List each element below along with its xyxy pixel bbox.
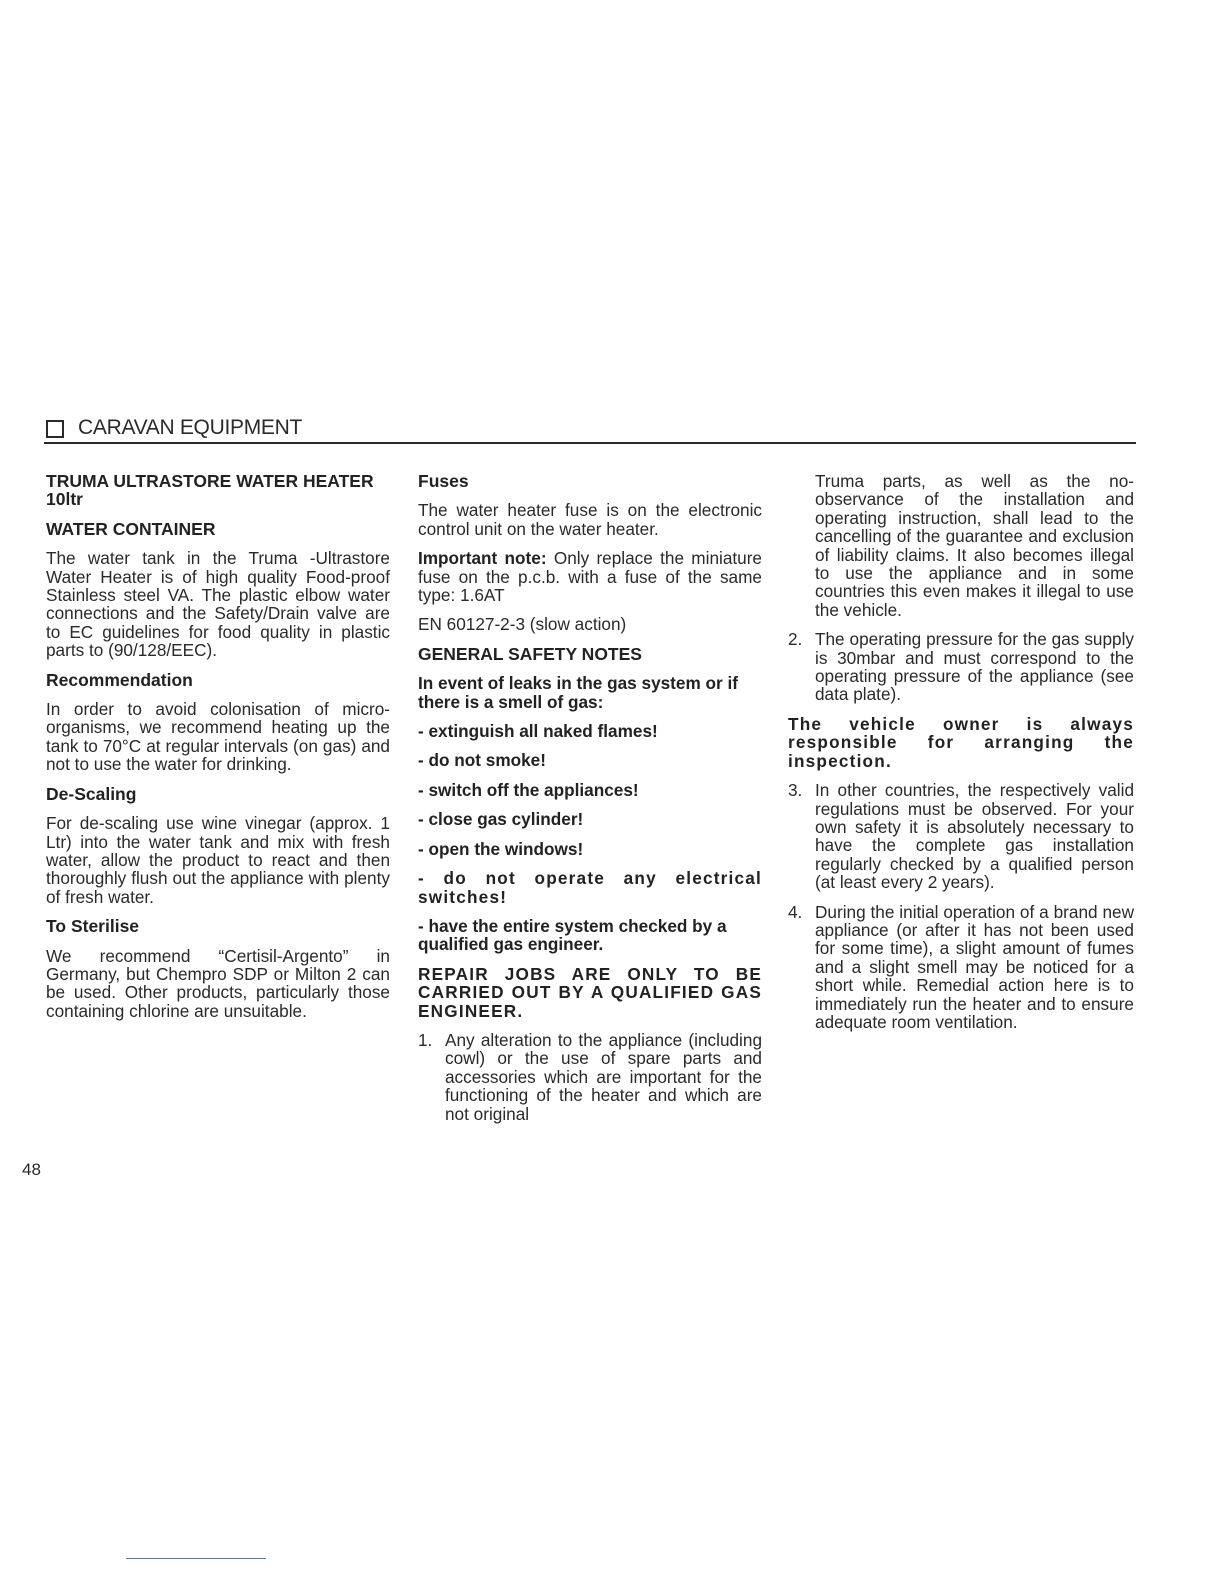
safety-item-windows: - open the windows! (418, 838, 584, 859)
heading-water-heater: TRUMA ULTRASTORE WATER HEATER 10ltr (46, 471, 374, 510)
safety-item-engineer: - have the entire system checked by a qualified gas engineer. (418, 915, 727, 955)
paragraph-important-note (418, 549, 762, 604)
safety-item-flames: - extinguish all naked flames! (418, 721, 658, 742)
numbered-item-3 (788, 781, 1134, 891)
important-note-text: Only replace the miniature fuse on the p.c.b. with a fuse of the same type: 1.6AT (418, 548, 762, 606)
paragraph-vehicle-owner: The vehicle owner is always responsible for arranging the inspection. (788, 713, 1134, 771)
heading-water-container: WATER CONTAINER (46, 518, 216, 539)
item-text: In other countries, the respectively valid regulations must be observed. For your own safety it is absolutely necessary to have the complete gas installation regularly checked by a qualified person (at least every 2 years). (815, 780, 1134, 893)
paragraph-repair-jobs: REPAIR JOBS ARE ONLY TO BE CARRIED OUT BY A QUALIFIED GAS ENGINEER. (418, 963, 762, 1021)
paragraph-de-scaling: For de-scaling use wine vinegar (approx. 1 Ltr) into the water tank and mix with fresh water, allow the product to react and then thoroughly flush out the appliance with plenty of fresh water. (46, 813, 390, 907)
paragraph-gas-leaks: In event of leaks in the gas system or if there is a smell of gas: (418, 673, 738, 712)
checkbox-square-icon (46, 420, 64, 438)
numbered-item-2 (788, 630, 1134, 704)
paragraph-recommendation: In order to avoid colonisation of micro-organisms, we recommend heating up the tank to 70°C at regular intervals (on gas) and not to use the water for drinking. (46, 699, 390, 775)
column-middle (418, 472, 762, 1134)
paragraph-water-container: The water tank in the Truma -Ultrastore Water Heater is of high quality Food-proof Stainless steel VA. The plastic elbow water connections and the Safety/Drain valve are to EC guidelines for food quality in plastic parts to (90/128/EEC). (46, 548, 390, 661)
item-number: 2. (788, 629, 803, 650)
item-number: 3. (788, 780, 803, 801)
safety-item-appliances: - switch off the appliances! (418, 779, 639, 800)
column-right (788, 472, 1134, 1042)
section-title: CARAVAN EQUIPMENT (78, 416, 302, 439)
heading-de-scaling: De-Scaling (46, 783, 137, 804)
heading-recommendation: Recommendation (46, 669, 193, 690)
item-number: 4. (788, 901, 803, 922)
safety-item-smoke: - do not smoke! (418, 750, 546, 771)
safety-item-cylinder: - close gas cylinder! (418, 809, 584, 830)
heading-fuses: Fuses (418, 471, 469, 491)
item-text: Any alteration to the appliance (including cowl) or the use of spare parts and accessories which are important for the functioning of the heater and which are not original (445, 1029, 762, 1124)
continued-item-1 (788, 472, 1134, 630)
numbered-item-1 (418, 1031, 762, 1123)
footer-rule (126, 1558, 266, 1559)
column-left (46, 472, 390, 1031)
item-text: The operating pressure for the gas supply is 30mbar and must correspond to the operating pressure of the appliance (see data plate). (815, 629, 1134, 705)
paragraph-to-sterilise: We recommend “Certisil-Argento” in Germany, but Chempro SDP or Milton 2 can be used. Other products, particularly those containing chlorine are unsuitable. (46, 945, 390, 1021)
heading-general-safety: GENERAL SAFETY NOTES (418, 643, 642, 664)
page-number: 48 (22, 1160, 41, 1179)
paragraph-fuses: The water heater fuse is on the electronic control unit on the water heater. (418, 500, 762, 539)
safety-item-switches: - do not operate any electrical switches! (418, 868, 762, 907)
paragraph-en-standard: EN 60127-2-3 (slow action) (418, 614, 627, 635)
item-number: 1. (418, 1029, 433, 1050)
paragraph-continued: Truma parts, as well as the no-observance of the installation and operating instruction, shall lead to the cancelling of the guarantee and exclusion of liability claims. It also becomes illegal to use the appliance and in some countries this even makes it illegal to use the vehicle. (815, 471, 1134, 620)
item-text: During the initial operation of a brand new appliance (or after it has not been used for some time), a slight amount of fumes and a slight smell may be noticed for a short while. Remedial action here is to immediately run the heater and to ensure adequate room ventilation. (815, 901, 1134, 1032)
numbered-item-4 (788, 903, 1134, 1032)
section-header (44, 414, 1136, 444)
important-note-label: Important note: (418, 548, 547, 569)
heading-to-sterilise: To Sterilise (46, 916, 140, 937)
